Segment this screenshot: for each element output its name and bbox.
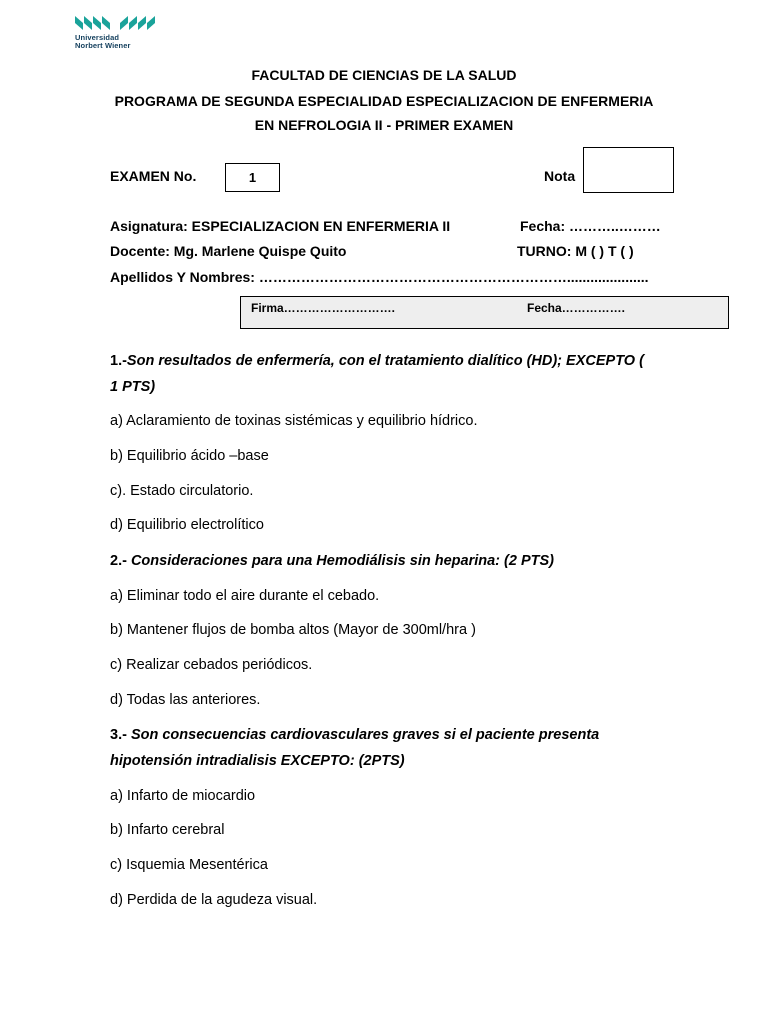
question-3-option-a[interactable]: a) Infarto de miocardio <box>110 788 256 804</box>
question-1 <box>110 353 644 369</box>
university-logo <box>75 14 165 50</box>
question-2 <box>110 553 554 569</box>
question-2-option-d[interactable]: d) Todas las anteriores. <box>110 692 261 708</box>
turno-line[interactable]: TURNO: M ( ) T ( ) <box>517 243 634 259</box>
exam-title: EN NEFROLOGIA II - PRIMER EXAMEN <box>254 117 514 133</box>
question-3-option-b[interactable]: b) Infarto cerebral <box>110 822 225 838</box>
question-1-text: Son resultados de enfermería, con el tratamiento dialítico (HD); EXCEPTO ( <box>126 353 644 369</box>
question-1-option-d[interactable]: d) Equilibrio electrolítico <box>110 517 264 533</box>
question-3-text-line2: hipotensión intradialisis EXCEPTO: (2PTS) <box>110 753 405 769</box>
question-3-text: Son consecuencias cardiovasculares graves si el paciente presenta <box>126 727 600 743</box>
question-1-option-a[interactable]: a) Aclaramiento de toxinas sistémicas y equilibrio hídrico. <box>110 413 478 429</box>
question-2-option-b[interactable]: b) Mantener flujos de bomba altos (Mayor de 300ml/hra ) <box>110 622 476 638</box>
question-1-option-c[interactable]: c). Estado circulatorio. <box>110 483 254 499</box>
fecha-line[interactable]: Fecha: ………..……… <box>520 218 661 234</box>
firma-fecha-field[interactable]: Fecha……………. <box>527 301 626 315</box>
question-1-text-line2: 1 PTS) <box>110 379 156 395</box>
faculty-title: FACULTAD DE CIENCIAS DE LA SALUD <box>251 67 517 83</box>
firma-field[interactable]: Firma………………………. <box>251 301 396 315</box>
docente-line: Docente: Mg. Marlene Quispe Quito <box>110 243 347 259</box>
program-title: PROGRAMA DE SEGUNDA ESPECIALIDAD ESPECIALIZACION DE ENFERMERIA <box>114 93 654 109</box>
book-logo-icon <box>75 14 155 31</box>
nota-box[interactable] <box>583 147 674 193</box>
question-3-option-c[interactable]: c) Isquemia Mesentérica <box>110 857 268 873</box>
question-2-option-a[interactable]: a) Eliminar todo el aire durante el cebado. <box>110 588 380 604</box>
question-1-number: 1.- <box>110 353 127 369</box>
asignatura-line: Asignatura: ESPECIALIZACION EN ENFERMERIA II <box>110 218 451 234</box>
question-3-number: 3.- <box>110 727 127 743</box>
nota-label: Nota <box>544 168 576 184</box>
question-2-number: 2.- <box>110 553 127 569</box>
logo-text-line2: Norbert Wiener <box>75 41 131 50</box>
question-3 <box>110 727 599 743</box>
question-3-option-d[interactable]: d) Perdida de la agudeza visual. <box>110 892 318 908</box>
apellidos-line[interactable]: Apellidos Y Nombres: …………………………………………………………..................... <box>110 269 649 285</box>
question-1-option-b[interactable]: b) Equilibrio ácido –base <box>110 448 269 464</box>
logo-text-line1: Universidad <box>75 33 120 42</box>
exam-number-box: 1 <box>225 163 280 192</box>
question-2-text: Consideraciones para una Hemodiálisis sin heparina: (2 PTS) <box>126 553 554 569</box>
question-2-option-c[interactable]: c) Realizar cebados periódicos. <box>110 657 313 673</box>
exam-number-label: EXAMEN No. <box>110 168 197 184</box>
